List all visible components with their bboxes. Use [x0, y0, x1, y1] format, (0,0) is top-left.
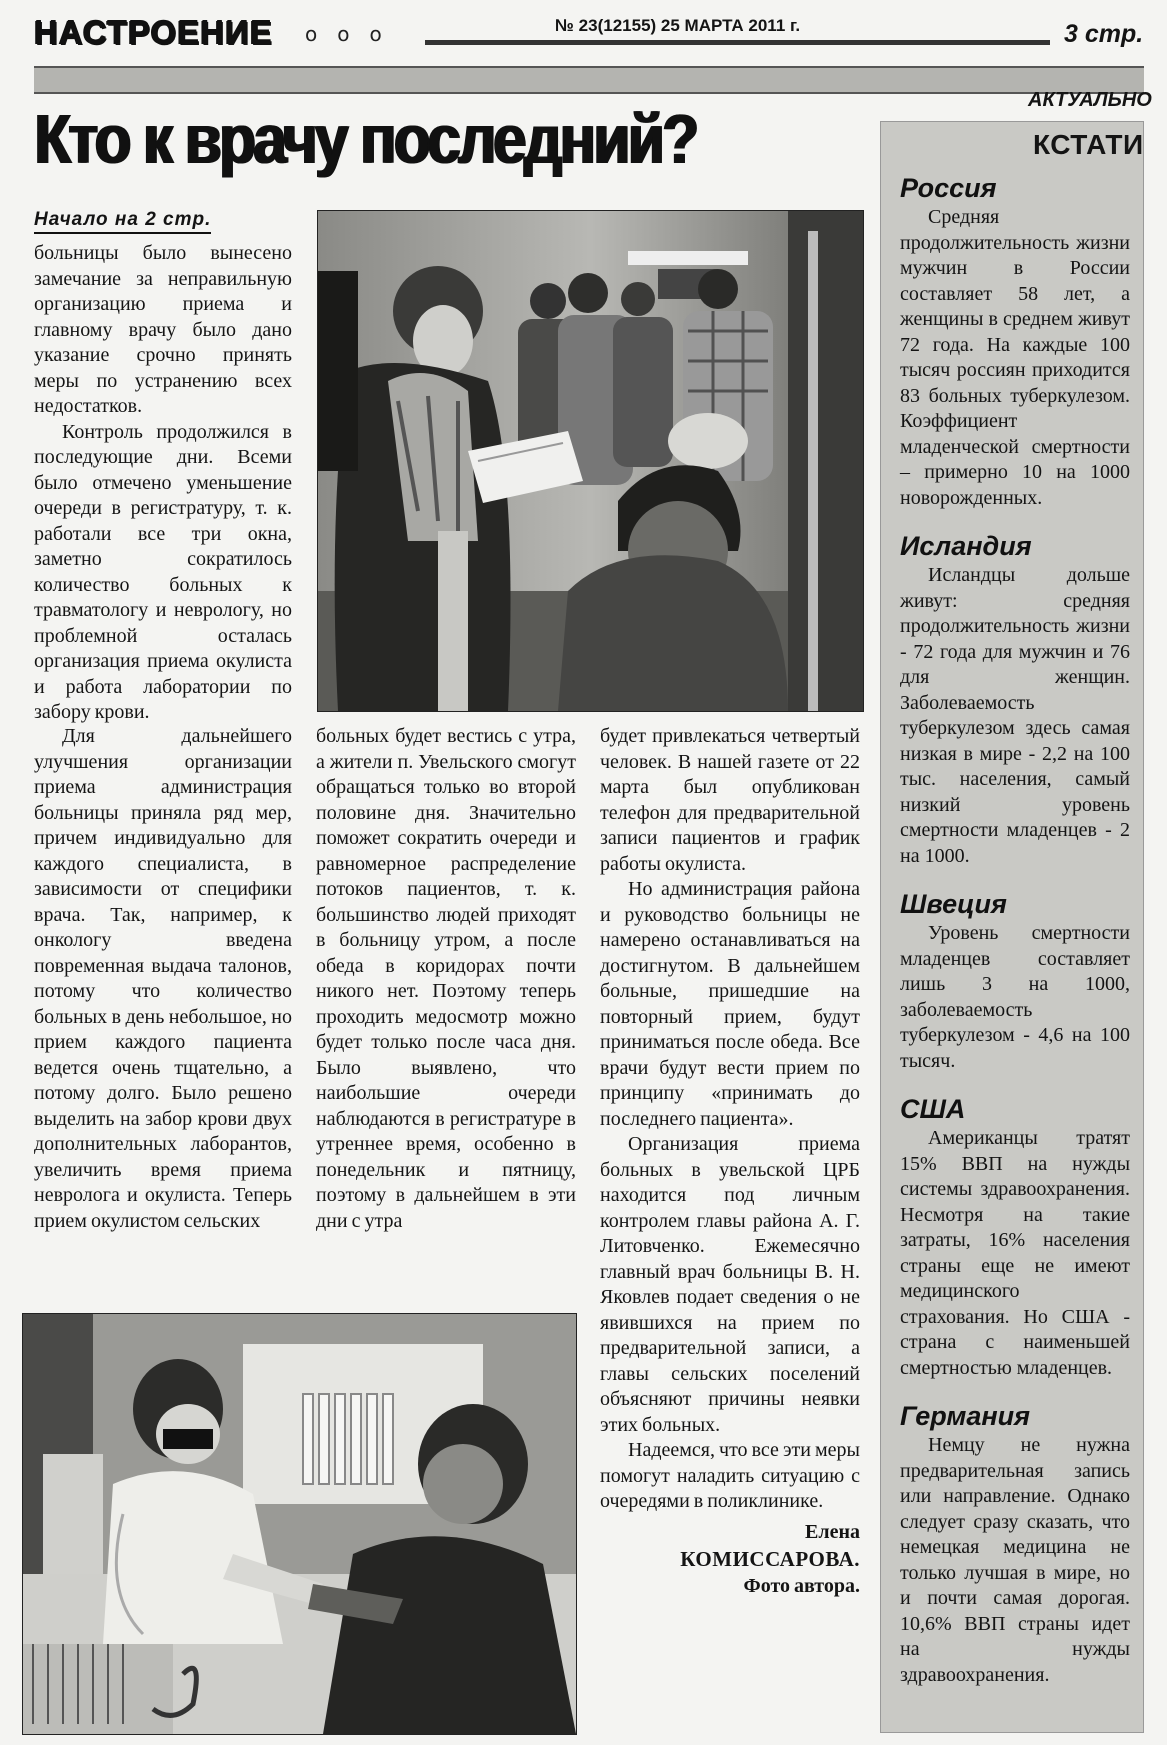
sidebar-item-germany	[900, 1401, 1130, 1688]
photo-lab-image	[23, 1314, 576, 1734]
continued-from-label: Начало на 2 стр.	[34, 209, 211, 234]
top-band	[34, 66, 1144, 94]
paragraph: Контроль продолжился в последующие дни. Всеми было отмечено уменьшение очереди в регистратуру, т. к. работали все три окна, заметно сократилось количество больных к травматологу и неврологу, но проблемной осталась организация приема окулиста и работа лаборатории по забору крови.	[34, 420, 292, 723]
paragraph: Организация приема больных в увельской ЦРБ находится под личным контролем главы района А. Г. Литовченко. Ежемесячно главный врач больницы В. Н. Яковлев подает сведения о не явившихся на прием по предварительной записи, а главы сельских поселений объясняют причины неявки этих больных.	[600, 1133, 860, 1436]
rubric-label: АКТУАЛЬНО	[1028, 89, 1152, 111]
country-title: Исландия	[900, 531, 1032, 561]
author-first-name: Елена	[805, 1520, 860, 1543]
photo-queue-image	[318, 211, 863, 711]
masthead-rule	[425, 40, 1050, 45]
country-title: Россия	[900, 173, 997, 203]
sidebar-item-sweden	[900, 889, 1130, 1074]
sidebar-item-russia	[900, 173, 1130, 511]
sidebar-title: КСТАТИ	[1033, 129, 1144, 160]
article-photo-queue	[317, 210, 864, 712]
section-name: НАСТРОЕНИЕ	[34, 14, 273, 51]
country-text: Средняя продолжительность жизни мужчин в России составляет 58 лет, а женщины в среднем живут 72 года. На каждые 100 тысяч россиян приходится 83 больных туберкулезом. Коэффициент младенческой смертности – примерно 10 на 1000 новорожденных.	[900, 206, 1130, 509]
paragraph: Но администрация района и руководство больницы не намерено останавливаться на достигнутом. В дальнейшем больные, пришедшие на повторный прием, будут приниматься после обеда. Все врачи будут вести прием по принципу «принимать до последнего пациента».	[600, 878, 860, 1130]
issue-info: № 23(12155) 25 МАРТА 2011 г.	[555, 16, 801, 35]
masthead-dots: ooo	[305, 22, 402, 46]
country-text: Уровень смертности младенцев составляет лишь 3 на 1000, заболеваемость туберкулезом - 4,6 на 100 тысяч.	[900, 922, 1130, 1072]
country-text: Американцы тратят 15% ВВП на нужды системы здравоохранения. Несмотря на такие затраты, 16% населения страны еще не имеют медицинского страхования. Но США - страна с наименьшей смертностью младенцев.	[900, 1127, 1130, 1379]
paragraph: Для дальнейшего улучшения организации приема администрация больницы приняла ряд мер, причем индивидуально для каждого специалиста, в зависимости от специфики врача. Так, например, к онкологу введена повременная выдача талонов, потому что количество больных в день небольшое, но прием каждого пациента ведется очень тщательно, а потому долго. Было решено выделить на забор крови двух дополнительных лаборантов, увеличить время приема невролога и окулиста. Теперь прием окулистом сельских	[34, 725, 292, 1232]
country-text: Исландцы дольше живут: средняя продолжительность жизни - 72 года для мужчин и 76 для женщин. Заболеваемость туберкулезом здесь самая низкая в мире - 2,2 на 100 тыс. населения, самый низкий уровень смертности младенцев - 2 на 1000.	[900, 564, 1130, 867]
article-photo-lab	[22, 1313, 577, 1735]
paragraph: будет привлекаться четвертый человек. В нашей газете от 22 марта был опубликован телефон для предварительной записи пациентов и график работы окулиста.	[600, 725, 860, 875]
sidebar-item-usa	[900, 1094, 1130, 1381]
author-last-name: КОМИССАРОВА.	[680, 1546, 860, 1571]
article-column-3	[600, 724, 860, 1600]
country-text: Немцу не нужна предварительная запись или направление. Однако следует сразу сказать, что немецкая медицина не только лучшая в мире, но и почти самая дорогая. 10,6% ВВП страны идет на нужды здравоохранения.	[900, 1434, 1130, 1686]
article-column-2	[316, 724, 576, 1234]
sidebar-body	[900, 173, 1130, 1708]
sidebar-item-iceland	[900, 531, 1130, 869]
country-title: Швеция	[900, 889, 1007, 919]
page-number: 3 стр.	[1064, 20, 1144, 48]
country-title: США	[900, 1094, 966, 1124]
article-column-1-bottom	[34, 724, 292, 1234]
paragraph: Надеемся, что все эти меры помогут наладить ситуацию с очередями в поликлинике.	[600, 1439, 860, 1512]
photo-credit: Фото автора.	[743, 1574, 860, 1597]
article-headline: Кто к врачу последний?	[34, 100, 697, 178]
article-column-1-top	[34, 241, 292, 726]
country-title: Германия	[900, 1401, 1031, 1431]
paragraph: больницы было вынесено замечание за неправильную организацию приема и главному врачу было дано указание срочно принять меры по устранению всех недостатков.	[34, 242, 292, 417]
paragraph: больных будет вестись с утра, а жители п. Увельского смогут обращаться только во второй половине дня. Значительно поможет сократить очереди и равномерное распределение потоков пациентов, т. к. большинство людей приходят в больницу утром, а после обеда в коридорах почти никого нет. Поэтому теперь проходить медосмотр можно будет только после часа дня. Было выявлено, что наибольшие очереди наблюдаются в регистратуре в утреннее время, особенно в понедельник и пятницу, поэтому в дальнейшем в эти дни с утра	[316, 725, 576, 1232]
author-signature	[600, 1519, 860, 1600]
